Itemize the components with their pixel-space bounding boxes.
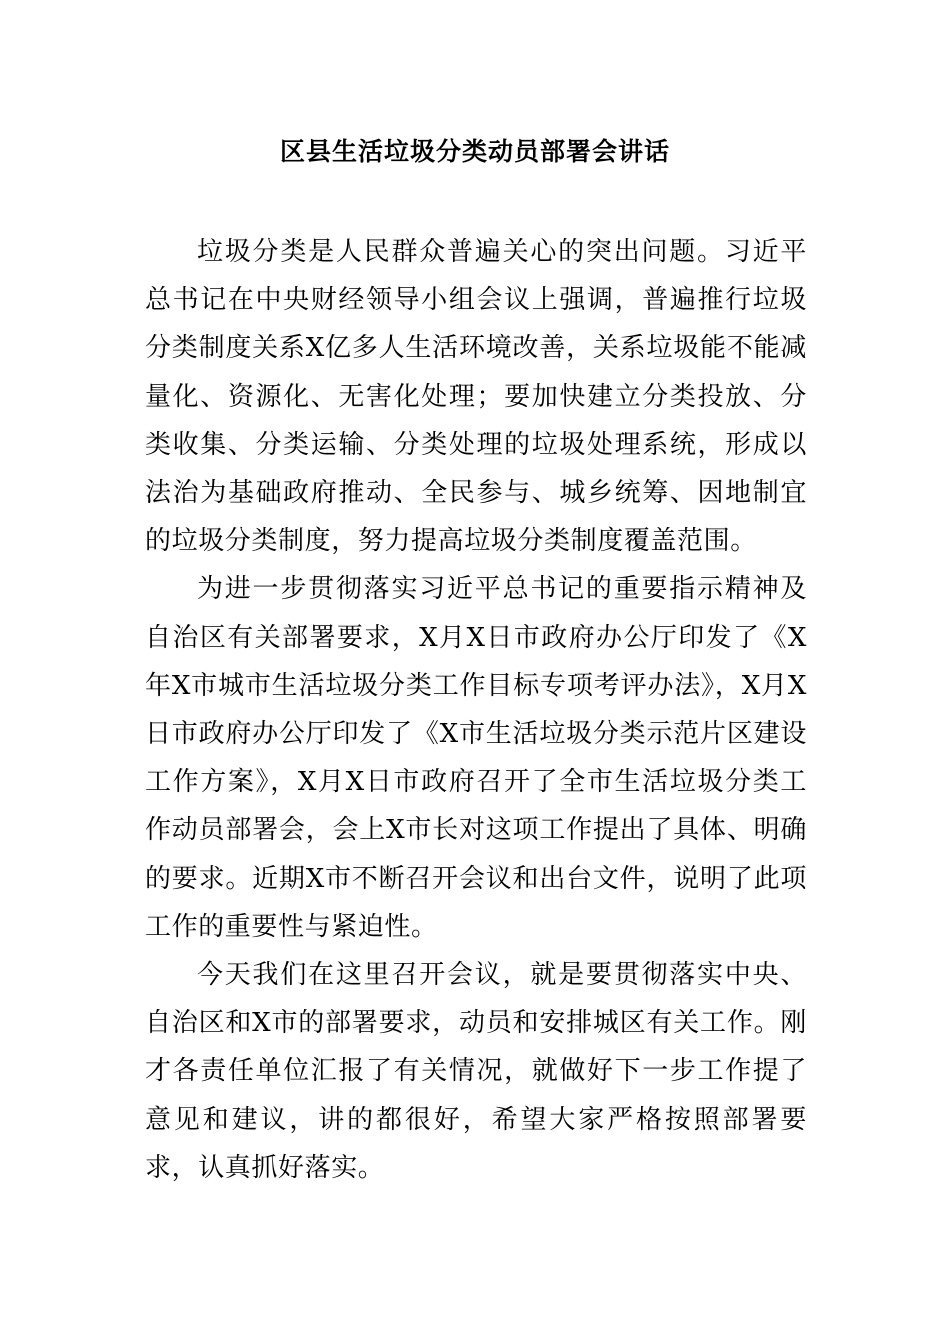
paragraph-1: 垃圾分类是人民群众普遍关心的突出问题。习近平总书记在中央财经领导小组会议上强调，普遍推行垃圾分类制度关系X亿多人生活环境改善，关系垃圾能不能减量化、资源化、无害化处理；要加快建立分类投放、分类收集、分类运输、分类处理的垃圾处理系统，形成以法治为基础政府推动、全民参与、城乡统筹、因地制宜的垃圾分类制度，努力提高垃圾分类制度覆盖范围。 bbox=[145, 237, 807, 557]
document-body bbox=[145, 228, 807, 1192]
document-title: 区县生活垃圾分类动员部署会讲话 bbox=[279, 137, 670, 166]
paragraph-2: 为进一步贯彻落实习近平总书记的重要指示精神及自治区有关部署要求，X月X日市政府办公厅印发了《X年X市城市生活垃圾分类工作目标专项考评办法》，X月X日市政府办公厅印发了《X市生活垃圾分类示范片区建设工作方案》，X月X日市政府召开了全市生活垃圾分类工作动员部署会，会上X市长对这项工作提出了具体、明确的要求。近期X市不断召开会议和出台文件，说明了此项工作的重要性与紧迫性。 bbox=[145, 574, 807, 942]
paragraph-3: 今天我们在这里召开会议，就是要贯彻落实中央、自治区和X市的部署要求，动员和安排城区有关工作。刚才各责任单位汇报了有关情况，就做好下一步工作提了意见和建议，讲的都很好，希望大家严格按照部署要求，认真抓好落实。 bbox=[145, 960, 807, 1183]
